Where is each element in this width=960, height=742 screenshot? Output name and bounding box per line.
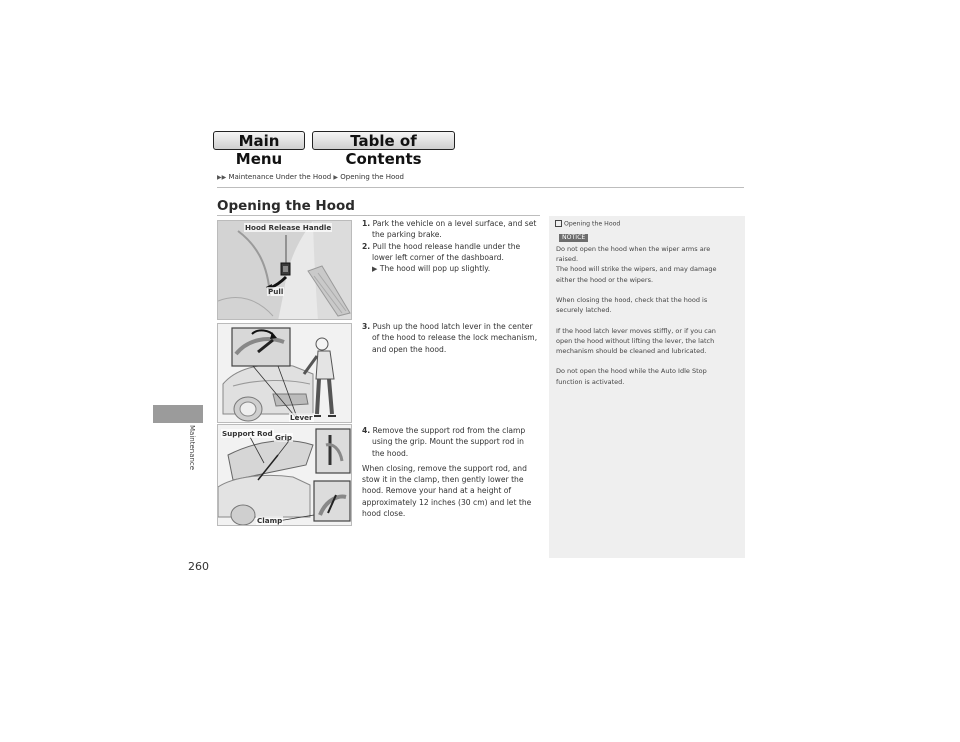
hood-release-handle-callout: Hood Release Handle xyxy=(245,223,332,232)
section-tab-label: Maintenance xyxy=(188,425,196,471)
step-number: 3. xyxy=(362,322,371,331)
hood-latch-lever-figure xyxy=(217,323,352,423)
step-4 xyxy=(362,425,538,519)
step-text: and open the hood. xyxy=(372,344,447,354)
breadcrumb xyxy=(217,173,404,181)
step-number: 2. xyxy=(362,241,371,251)
closing-text: When closing, remove the support rod, and xyxy=(362,463,527,473)
result-arrow-icon: ▶ xyxy=(372,265,378,274)
lever-callout: Lever xyxy=(290,413,313,422)
header-divider xyxy=(217,187,744,188)
table-of-contents-button[interactable]: Table of Contents xyxy=(312,131,455,150)
title-divider xyxy=(217,215,540,216)
step-3 xyxy=(362,321,538,355)
note-body xyxy=(556,244,739,397)
note-line: mechanism should be cleaned and lubricated. xyxy=(556,347,707,355)
support-rod-figure xyxy=(217,424,352,526)
note-line: raised. xyxy=(556,255,579,264)
step-text: the parking brake. xyxy=(372,230,442,240)
note-line: The hood will strike the wipers, and may damage xyxy=(556,265,717,274)
grip-callout: Grip xyxy=(275,433,293,442)
note-line: either the hood or the wipers. xyxy=(556,275,654,284)
note-line: function is activated. xyxy=(556,377,625,386)
step-text: Push up the hood latch lever in the center xyxy=(372,322,533,331)
closing-text: hood close. xyxy=(362,509,406,519)
page-title: Opening the Hood xyxy=(217,198,355,214)
note-icon xyxy=(555,220,562,227)
breadcrumb-level2[interactable]: Opening the Hood xyxy=(340,173,404,181)
breadcrumb-arrow-icon: ▶ xyxy=(333,174,339,181)
note-heading-text: Opening the Hood xyxy=(564,220,621,228)
step-text: Pull the hood release handle under the xyxy=(372,241,521,251)
breadcrumb-arrow-icon: ▶▶ xyxy=(217,174,227,181)
step-text: Park the vehicle on a level surface, and set xyxy=(372,219,537,228)
note-heading xyxy=(555,220,620,228)
note-line: Do not open the hood while the Auto Idle Stop xyxy=(556,367,707,376)
note-line: open the hood without lifting the lever, the latch xyxy=(556,336,715,345)
note-line: When closing the hood, check that the hood is xyxy=(556,296,708,304)
step-number: 4. xyxy=(362,426,371,435)
step-text: of the hood to release the lock mechanism, xyxy=(372,333,538,343)
step-text: Remove the support rod from the clamp xyxy=(372,426,526,435)
step-text: the hood. xyxy=(372,448,409,458)
notice-badge: NOTICE xyxy=(559,234,588,242)
note-line: securely latched. xyxy=(556,306,612,315)
main-menu-button[interactable]: Main Menu xyxy=(213,131,305,150)
pull-callout: Pull xyxy=(268,287,284,296)
section-tab-marker xyxy=(153,405,203,423)
clamp-callout: Clamp xyxy=(257,516,283,525)
hood-release-handle-figure xyxy=(217,220,352,320)
breadcrumb-level1[interactable]: Maintenance Under the Hood xyxy=(228,173,332,181)
step-text: using the grip. Mount the support rod in xyxy=(372,437,524,447)
steps-1-2 xyxy=(362,218,538,275)
support-rod-callout: Support Rod xyxy=(222,429,273,438)
closing-text: stow it in the clamp, then gently lower the xyxy=(362,475,524,485)
step-result: The hood will pop up slightly. xyxy=(379,264,491,274)
closing-text: approximately 12 inches (30 cm) and let the xyxy=(362,497,532,507)
note-line: If the hood latch lever moves stiffly, or if you can xyxy=(556,326,716,335)
page-number: 260 xyxy=(188,560,209,573)
step-number: 1. xyxy=(362,219,371,228)
closing-text: hood. Remove your hand at a height of xyxy=(362,486,512,496)
note-line: Do not open the hood when the wiper arms are xyxy=(556,245,711,253)
step-text: lower left corner of the dashboard. xyxy=(372,252,504,262)
